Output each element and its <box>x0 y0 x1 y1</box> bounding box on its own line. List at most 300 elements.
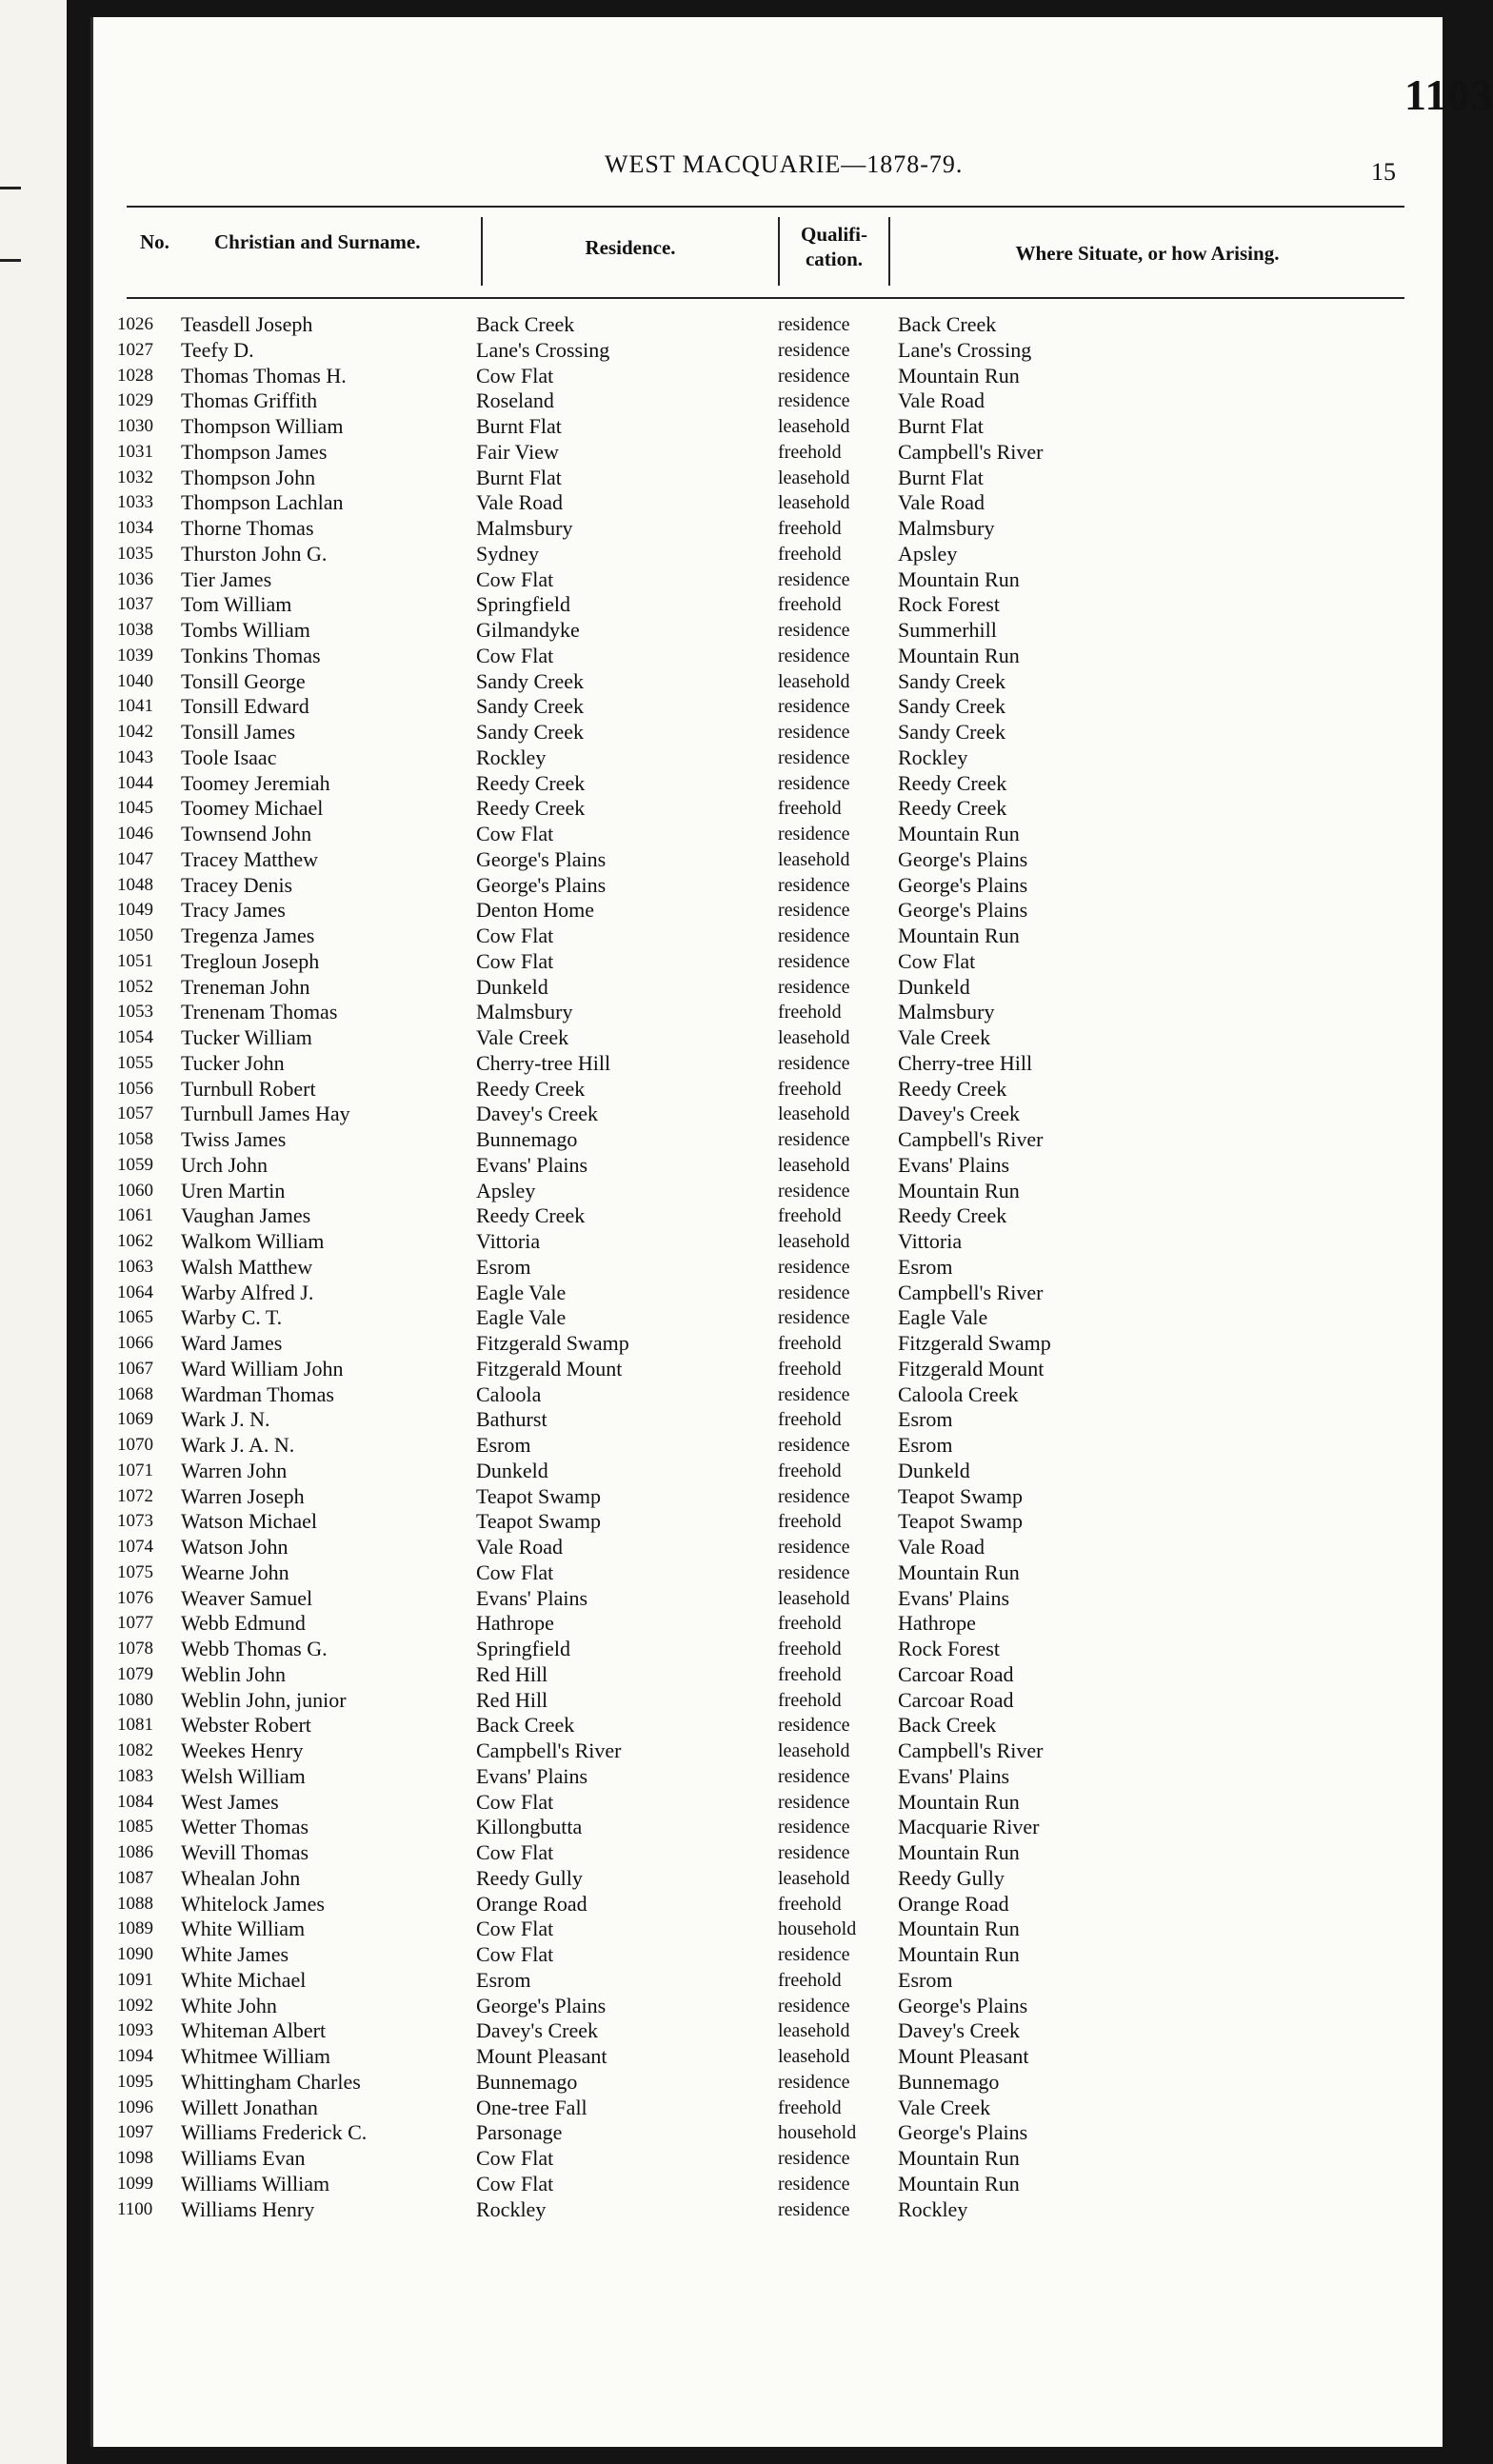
row-qualification: leasehold <box>778 848 850 870</box>
row-number: 1092 <box>117 1995 153 2016</box>
table-row <box>90 1611 1443 1637</box>
table-row <box>90 1305 1443 1331</box>
row-where: Summerhill <box>898 618 997 642</box>
row-where: Rock Forest <box>898 1637 1000 1660</box>
row-qualification: residence <box>778 2071 850 2093</box>
row-number: 1062 <box>117 1231 153 1251</box>
row-number: 1043 <box>117 746 153 767</box>
row-qualification: residence <box>778 925 850 946</box>
table-row <box>90 1866 1443 1892</box>
row-name: Weekes Henry <box>181 1739 304 1762</box>
table-row <box>90 1994 1443 2019</box>
row-where: Evans' Plains <box>898 1152 1010 1177</box>
row-name: White John <box>181 1993 277 2017</box>
row-qualification: leasehold <box>778 1867 850 1889</box>
row-name: Turnbull James Hay <box>181 1102 350 1126</box>
row-name: Twiss James <box>181 1127 287 1151</box>
row-where: Orange Road <box>898 1891 1009 1916</box>
row-number: 1067 <box>117 1358 153 1379</box>
row-where: Campbell's River <box>898 1127 1044 1151</box>
row-name: White James <box>181 1942 289 1966</box>
row-where: Mountain Run <box>898 822 1020 845</box>
row-qualification: freehold <box>778 1333 842 1354</box>
row-name: Williams Henry <box>181 2196 315 2221</box>
row-number: 1076 <box>117 1587 153 1608</box>
row-number: 1069 <box>117 1409 153 1430</box>
row-where: Mountain Run <box>898 1560 1020 1584</box>
row-name: Tonsill Edward <box>181 694 309 719</box>
row-number: 1049 <box>117 900 153 921</box>
row-name: Williams Frederick C. <box>181 2120 368 2145</box>
row-name: Thompson Lachlan <box>181 490 344 515</box>
row-name: Tonsill James <box>181 720 296 744</box>
row-qualification: residence <box>778 1537 850 1558</box>
row-qualification: freehold <box>778 1689 842 1711</box>
row-number: 1040 <box>117 670 153 691</box>
row-where: Mountain Run <box>898 363 1020 387</box>
row-name: Wark J. A. N. <box>181 1433 295 1457</box>
row-qualification: residence <box>778 314 850 335</box>
row-where: Davey's Creek <box>898 2018 1020 2043</box>
row-qualification: residence <box>778 976 850 998</box>
row-where: Rock Forest <box>898 592 1000 617</box>
row-residence: Killongbutta <box>476 1815 583 1839</box>
row-where: Sandy Creek <box>898 668 1006 693</box>
row-qualification: freehold <box>778 1663 842 1685</box>
row-residence: Fitzgerald Mount <box>476 1356 623 1381</box>
row-qualification: residence <box>778 365 850 387</box>
row-where: Back Creek <box>898 312 997 336</box>
row-number: 1099 <box>117 2173 153 2194</box>
row-number: 1038 <box>117 620 153 640</box>
row-qualification: leasehold <box>778 2020 850 2042</box>
row-name: Tom William <box>181 592 292 617</box>
row-residence: Mount Pleasant <box>476 2044 607 2068</box>
row-name: Tucker John <box>181 1050 285 1075</box>
row-where: Esrom <box>898 1967 953 1992</box>
row-number: 1063 <box>117 1256 153 1277</box>
table-row <box>90 567 1443 593</box>
table-row <box>90 1509 1443 1535</box>
row-residence: Reedy Creek <box>476 796 586 821</box>
row-number: 1056 <box>117 1078 153 1099</box>
row-residence: Reedy Creek <box>476 1203 586 1228</box>
row-residence: Parsonage <box>476 2120 563 2145</box>
table-row <box>90 2018 1443 2044</box>
column-header-no: No. <box>140 230 169 253</box>
row-number: 1071 <box>117 1460 153 1480</box>
row-qualification: residence <box>778 1944 850 1965</box>
row-qualification: residence <box>778 390 850 412</box>
row-number: 1089 <box>117 1918 153 1939</box>
row-qualification: residence <box>778 1842 850 1863</box>
row-residence: Esrom <box>476 1433 531 1457</box>
row-name: Teefy D. <box>181 337 254 362</box>
row-name: Webb Edmund <box>181 1611 306 1636</box>
row-where: Evans' Plains <box>898 1763 1010 1788</box>
row-name: Watson Michael <box>181 1509 318 1534</box>
row-residence: Fitzgerald Swamp <box>476 1331 629 1355</box>
row-name: Warren John <box>181 1458 288 1482</box>
row-qualification: freehold <box>778 1409 842 1431</box>
table-row <box>90 924 1443 949</box>
row-residence: Davey's Creek <box>476 2018 598 2043</box>
row-where: Rockley <box>898 745 968 769</box>
row-number: 1064 <box>117 1282 153 1302</box>
table-row <box>90 847 1443 873</box>
row-qualification: freehold <box>778 594 842 616</box>
row-qualification: freehold <box>778 2096 842 2118</box>
row-name: Townsend John <box>181 822 312 845</box>
table-row <box>90 2146 1443 2172</box>
row-number: 1050 <box>117 925 153 945</box>
row-qualification: freehold <box>778 1969 842 1991</box>
row-name: Tier James <box>181 566 272 591</box>
row-qualification: residence <box>778 696 850 718</box>
row-qualification: freehold <box>778 1358 842 1380</box>
row-name: Williams William <box>181 2171 330 2196</box>
table-row <box>90 542 1443 567</box>
table-row <box>90 1560 1443 1586</box>
row-residence: Sandy Creek <box>476 720 585 744</box>
row-where: Evans' Plains <box>898 1585 1010 1610</box>
row-where: Mountain Run <box>898 1917 1020 1941</box>
page-title: WEST MACQUARIE—1878-79. <box>605 150 964 178</box>
row-where: Davey's Creek <box>898 1102 1020 1126</box>
row-qualification: residence <box>778 645 850 666</box>
row-number: 1032 <box>117 467 153 487</box>
row-number: 1058 <box>117 1129 153 1149</box>
edge-mark <box>0 259 21 262</box>
row-number: 1037 <box>117 594 153 615</box>
row-qualification: residence <box>778 1307 850 1329</box>
table-row <box>90 949 1443 975</box>
row-qualification: residence <box>778 1561 850 1583</box>
table-row <box>90 1382 1443 1408</box>
row-name: Thomas Griffith <box>181 388 318 413</box>
row-number: 1085 <box>117 1817 153 1838</box>
row-residence: Campbell's River <box>476 1739 622 1762</box>
row-name: Willett Jonathan <box>181 2095 318 2119</box>
row-residence: George's Plains <box>476 1993 607 2017</box>
row-number: 1082 <box>117 1740 153 1760</box>
row-where: Carcoar Road <box>898 1661 1014 1686</box>
row-where: Cow Flat <box>898 948 976 973</box>
row-name: Williams Evan <box>181 2146 306 2170</box>
row-name: Treneman John <box>181 974 310 999</box>
row-number: 1083 <box>117 1765 153 1786</box>
row-qualification: residence <box>778 746 850 768</box>
row-name: Thompson John <box>181 465 316 489</box>
row-residence: Cow Flat <box>476 566 554 591</box>
row-where: Dunkeld <box>898 974 970 999</box>
row-number: 1078 <box>117 1639 153 1659</box>
column-header-qualification-1: Qualifi- <box>800 223 867 246</box>
row-residence: Gilmandyke <box>476 618 580 642</box>
row-name: Walsh Matthew <box>181 1254 313 1279</box>
row-residence: Cow Flat <box>476 1840 554 1864</box>
row-number: 1084 <box>117 1791 153 1812</box>
row-where: Sandy Creek <box>898 720 1006 744</box>
row-number: 1039 <box>117 645 153 666</box>
table-row <box>90 2172 1443 2197</box>
row-number: 1042 <box>117 722 153 742</box>
row-number: 1066 <box>117 1333 153 1353</box>
row-where: Vittoria <box>898 1229 963 1253</box>
table-row <box>90 2096 1443 2121</box>
table-row <box>90 694 1443 720</box>
row-qualification: residence <box>778 1256 850 1278</box>
row-qualification: freehold <box>778 1639 842 1659</box>
row-number: 1079 <box>117 1663 153 1684</box>
row-name: Ward James <box>181 1331 283 1355</box>
row-qualification: residence <box>778 2198 850 2220</box>
row-residence: Hathrope <box>476 1611 554 1636</box>
row-number: 1047 <box>117 848 153 869</box>
row-qualification: freehold <box>778 798 842 820</box>
table-row <box>90 1764 1443 1790</box>
table-row <box>90 2044 1443 2070</box>
row-where: George's Plains <box>898 872 1028 897</box>
row-number: 1088 <box>117 1893 153 1914</box>
table-row <box>90 1688 1443 1714</box>
row-residence: Vale Road <box>476 490 564 515</box>
row-qualification: residence <box>778 1715 850 1737</box>
row-residence: Caloola <box>476 1381 542 1406</box>
row-number: 1051 <box>117 950 153 971</box>
table-row <box>90 1000 1443 1025</box>
table-row <box>90 1459 1443 1484</box>
row-name: Webster Robert <box>181 1713 311 1738</box>
row-name: Whitmee William <box>181 2044 330 2068</box>
row-residence: Bunnemago <box>476 1127 578 1151</box>
row-residence: Cow Flat <box>476 1942 554 1966</box>
row-name: Urch John <box>181 1152 269 1177</box>
row-name: Warby Alfred J. <box>181 1280 314 1304</box>
table-row <box>90 1229 1443 1255</box>
row-qualification: residence <box>778 824 850 845</box>
row-number: 1077 <box>117 1613 153 1634</box>
row-residence: Rockley <box>476 745 547 769</box>
row-number: 1068 <box>117 1383 153 1404</box>
row-number: 1094 <box>117 2046 153 2066</box>
row-qualification: freehold <box>778 1002 842 1023</box>
table-row <box>90 1739 1443 1764</box>
row-residence: Springfield <box>476 1637 570 1660</box>
row-qualification: leasehold <box>778 492 850 514</box>
row-qualification: freehold <box>778 543 842 565</box>
table-row <box>90 822 1443 847</box>
row-name: White William <box>181 1917 306 1941</box>
row-qualification: leasehold <box>778 670 850 692</box>
table-row <box>90 466 1443 491</box>
row-number: 1054 <box>117 1027 153 1047</box>
row-name: Wetter Thomas <box>181 1815 309 1839</box>
header-top-rule <box>127 206 1404 208</box>
row-number: 1048 <box>117 874 153 895</box>
row-residence: Esrom <box>476 1967 531 1992</box>
row-name: Vaughan James <box>181 1203 311 1228</box>
row-where: Vale Road <box>898 490 985 515</box>
table-row <box>90 1051 1443 1077</box>
row-where: Mountain Run <box>898 2146 1020 2170</box>
row-number: 1093 <box>117 2020 153 2041</box>
row-name: Whealan John <box>181 1865 301 1890</box>
row-where: Mount Pleasant <box>898 2044 1029 2068</box>
row-where: Lane's Crossing <box>898 337 1032 362</box>
row-where: Vale Road <box>898 1535 985 1559</box>
row-residence: Vale Road <box>476 1535 564 1559</box>
row-qualification: leasehold <box>778 1231 850 1252</box>
table-row <box>90 898 1443 924</box>
row-name: Weaver Samuel <box>181 1585 313 1610</box>
page-number: 15 <box>1371 158 1396 186</box>
row-number: 1060 <box>117 1180 153 1201</box>
row-where: Mountain Run <box>898 643 1020 667</box>
row-name: Trenenam Thomas <box>181 1000 338 1024</box>
row-number: 1044 <box>117 772 153 793</box>
row-residence: Red Hill <box>476 1661 548 1686</box>
column-header-residence: Residence. <box>585 236 676 259</box>
table-row <box>90 975 1443 1001</box>
row-where: George's Plains <box>898 1993 1028 2017</box>
row-qualification: household <box>778 2122 857 2144</box>
row-where: Mountain Run <box>898 1942 1020 1966</box>
row-residence: Orange Road <box>476 1891 587 1916</box>
row-name: Toomey Jeremiah <box>181 770 330 795</box>
row-where: Burnt Flat <box>898 465 984 489</box>
row-number: 1095 <box>117 2071 153 2092</box>
row-name: Teasdell Joseph <box>181 312 313 336</box>
row-residence: Dunkeld <box>476 974 548 999</box>
row-number: 1073 <box>117 1511 153 1532</box>
table-row <box>90 1433 1443 1459</box>
row-where: Eagle Vale <box>898 1305 988 1330</box>
row-residence: Davey's Creek <box>476 1102 598 1126</box>
row-where: Rockley <box>898 2196 968 2221</box>
row-residence: Reedy Creek <box>476 1076 586 1101</box>
table-row <box>90 2070 1443 2096</box>
row-number: 1030 <box>117 416 153 436</box>
row-residence: Apsley <box>476 1178 536 1202</box>
column-header-qualification-2: cation. <box>805 248 864 270</box>
table-row <box>90 873 1443 899</box>
row-residence: Roseland <box>476 388 554 413</box>
row-qualification: leasehold <box>778 1740 850 1761</box>
row-where: Burnt Flat <box>898 414 984 438</box>
row-number: 1090 <box>117 1944 153 1964</box>
row-name: Walkom William <box>181 1229 325 1253</box>
row-where: Bunnemago <box>898 2069 1000 2094</box>
row-qualification: residence <box>778 1383 850 1405</box>
row-qualification: residence <box>778 620 850 641</box>
row-number: 1046 <box>117 824 153 844</box>
table-row <box>90 796 1443 822</box>
row-name: Tucker William <box>181 1025 312 1049</box>
row-name: Tracey Matthew <box>181 846 318 871</box>
table-row <box>90 1637 1443 1662</box>
column-header-where: Where Situate, or how Arising. <box>1015 242 1280 265</box>
row-name: Thompson James <box>181 439 328 464</box>
row-where: Sandy Creek <box>898 694 1006 719</box>
row-qualification: residence <box>778 2173 850 2195</box>
row-where: Teapot Swamp <box>898 1509 1024 1534</box>
row-where: George's Plains <box>898 898 1028 923</box>
row-where: Reedy Creek <box>898 770 1007 795</box>
row-qualification: freehold <box>778 1893 842 1915</box>
row-qualification: residence <box>778 1791 850 1813</box>
row-where: Reedy Creek <box>898 796 1007 821</box>
row-qualification: residence <box>778 1765 850 1787</box>
table-row <box>90 388 1443 414</box>
row-name: Ward William John <box>181 1356 344 1381</box>
row-qualification: residence <box>778 2148 850 2169</box>
row-residence: Sandy Creek <box>476 694 585 719</box>
row-qualification: leasehold <box>778 416 850 437</box>
row-number: 1028 <box>117 365 153 386</box>
row-residence: Eagle Vale <box>476 1305 567 1330</box>
row-residence: Malmsbury <box>476 1000 573 1024</box>
table-row <box>90 1203 1443 1229</box>
table-row <box>90 1662 1443 1688</box>
row-number: 1052 <box>117 976 153 997</box>
row-number: 1065 <box>117 1307 153 1328</box>
header-bottom-rule <box>127 297 1404 299</box>
row-name: Welsh William <box>181 1763 306 1788</box>
row-residence: Back Creek <box>476 312 575 336</box>
row-number: 1027 <box>117 339 153 360</box>
row-where: Mountain Run <box>898 1789 1020 1814</box>
row-number: 1070 <box>117 1435 153 1455</box>
row-qualification: leasehold <box>778 1587 850 1609</box>
row-number: 1057 <box>117 1103 153 1124</box>
row-residence: Reedy Creek <box>476 770 586 795</box>
table-row <box>90 1713 1443 1739</box>
row-residence: Red Hill <box>476 1687 548 1712</box>
row-where: Hathrope <box>898 1611 976 1636</box>
row-residence: Esrom <box>476 1254 531 1279</box>
row-name: Tombs William <box>181 618 310 642</box>
row-name: Tonsill George <box>181 668 306 693</box>
row-residence: Vittoria <box>476 1229 541 1253</box>
row-name: Wardman Thomas <box>181 1381 334 1406</box>
table-row <box>90 1281 1443 1306</box>
row-where: Campbell's River <box>898 1280 1044 1304</box>
table-row <box>90 1586 1443 1612</box>
row-residence: Bathurst <box>476 1407 547 1432</box>
row-name: Toole Isaac <box>181 745 277 769</box>
row-name: Wevill Thomas <box>181 1840 309 1864</box>
row-where: Esrom <box>898 1254 953 1279</box>
row-residence: Teapot Swamp <box>476 1509 602 1534</box>
table-row <box>90 720 1443 745</box>
row-qualification: leasehold <box>778 1103 850 1125</box>
row-residence: Cherry-tree Hill <box>476 1050 611 1075</box>
row-name: Tregenza James <box>181 924 315 947</box>
row-where: Vale Road <box>898 388 985 413</box>
row-residence: Cow Flat <box>476 1560 554 1584</box>
row-qualification: residence <box>778 950 850 972</box>
row-number: 1086 <box>117 1842 153 1862</box>
row-qualification: residence <box>778 1817 850 1838</box>
table-row <box>90 644 1443 669</box>
row-residence: Cow Flat <box>476 2146 554 2170</box>
row-qualification: leasehold <box>778 1154 850 1176</box>
table-row <box>90 1790 1443 1816</box>
row-qualification: household <box>778 1918 857 1940</box>
row-name: White Michael <box>181 1967 307 1992</box>
row-residence: Burnt Flat <box>476 465 562 489</box>
